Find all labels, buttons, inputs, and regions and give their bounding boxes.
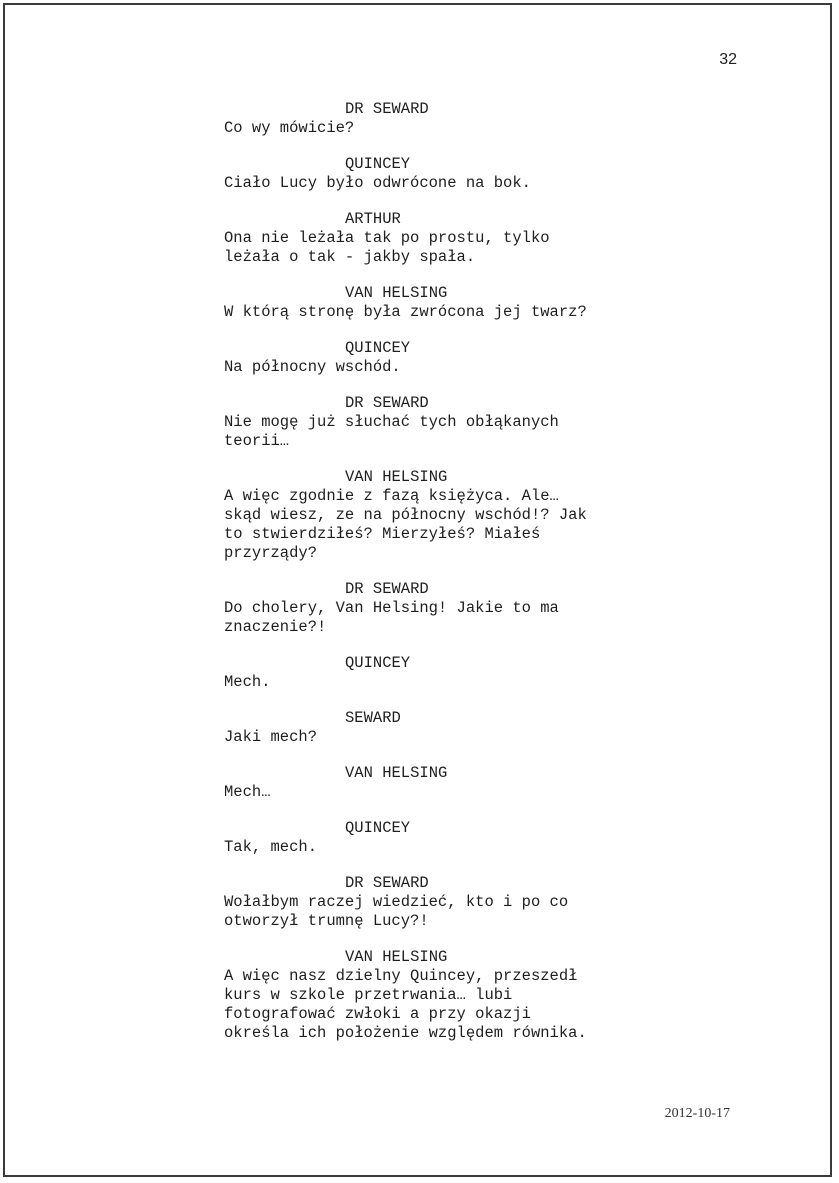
speech-block <box>224 874 644 931</box>
speech-block <box>224 709 644 747</box>
dialogue-line: teorii… <box>224 432 290 450</box>
speech-block <box>224 339 644 377</box>
dialogue-line: znaczenie?! <box>224 618 327 636</box>
dialogue-line: A więc nasz dzielny Quincey, przeszedł <box>224 967 578 985</box>
character-name: VAN HELSING <box>345 468 448 486</box>
dialogue-line: określa ich położenie względem równika. <box>224 1024 587 1042</box>
speech-block <box>224 155 644 193</box>
dialogue-line: Tak, mech. <box>224 838 318 856</box>
script-body <box>224 100 644 1060</box>
dialogue-line: przyrządy? <box>224 544 318 562</box>
dialogue-line: W którą stronę była zwrócona jej twarz? <box>224 303 587 321</box>
character-name: DR SEWARD <box>345 100 429 118</box>
speech-block <box>224 654 644 692</box>
dialogue-line: to stwierdziłeś? Mierzyłeś? Miałeś <box>224 525 541 543</box>
dialogue-line: Do cholery, Van Helsing! Jakie to ma <box>224 599 559 617</box>
character-name: DR SEWARD <box>345 874 429 892</box>
character-name: SEWARD <box>345 709 401 727</box>
dialogue-line: skąd wiesz, ze na północny wschód!? Jak <box>224 506 587 524</box>
footer-date: 2012-10-17 <box>664 1106 730 1121</box>
speech-block <box>224 100 644 138</box>
dialogue-line: Nie mogę już słuchać tych obłąkanych <box>224 413 559 431</box>
character-name: QUINCEY <box>345 819 411 837</box>
dialogue-line: Mech. <box>224 673 271 691</box>
dialogue-line: Mech… <box>224 783 271 801</box>
speech-block <box>224 819 644 857</box>
dialogue-line: Ona nie leżała tak po prostu, tylko <box>224 229 550 247</box>
dialogue-line: Na północny wschód. <box>224 358 401 376</box>
speech-block <box>224 284 644 322</box>
speech-block <box>224 948 644 1043</box>
dialogue-line: Ciało Lucy było odwrócone na bok. <box>224 174 531 192</box>
dialogue-line: kurs w szkole przetrwania… lubi <box>224 986 513 1004</box>
page-number: 32 <box>719 51 737 68</box>
dialogue-line: Wołałbym raczej wiedzieć, kto i po co <box>224 893 569 911</box>
dialogue-line: A więc zgodnie z fazą księżyca. Ale… <box>224 487 559 505</box>
dialogue-line: otworzył trumnę Lucy?! <box>224 912 429 930</box>
speech-block <box>224 764 644 802</box>
character-name: QUINCEY <box>345 155 411 173</box>
character-name: DR SEWARD <box>345 580 429 598</box>
speech-block <box>224 468 644 563</box>
character-name: QUINCEY <box>345 339 411 357</box>
character-name: QUINCEY <box>345 654 411 672</box>
speech-block <box>224 580 644 637</box>
character-name: VAN HELSING <box>345 284 448 302</box>
dialogue-line: leżała o tak - jakby spała. <box>224 248 476 266</box>
speech-block <box>224 210 644 267</box>
dialogue-line: fotografować zwłoki a przy okazji <box>224 1005 531 1023</box>
character-name: DR SEWARD <box>345 394 429 412</box>
character-name: VAN HELSING <box>345 764 448 782</box>
character-name: VAN HELSING <box>345 948 448 966</box>
speech-block <box>224 394 644 451</box>
character-name: ARTHUR <box>345 210 401 228</box>
script-page <box>3 3 832 1177</box>
dialogue-line: Co wy mówicie? <box>224 119 355 137</box>
dialogue-line: Jaki mech? <box>224 728 318 746</box>
